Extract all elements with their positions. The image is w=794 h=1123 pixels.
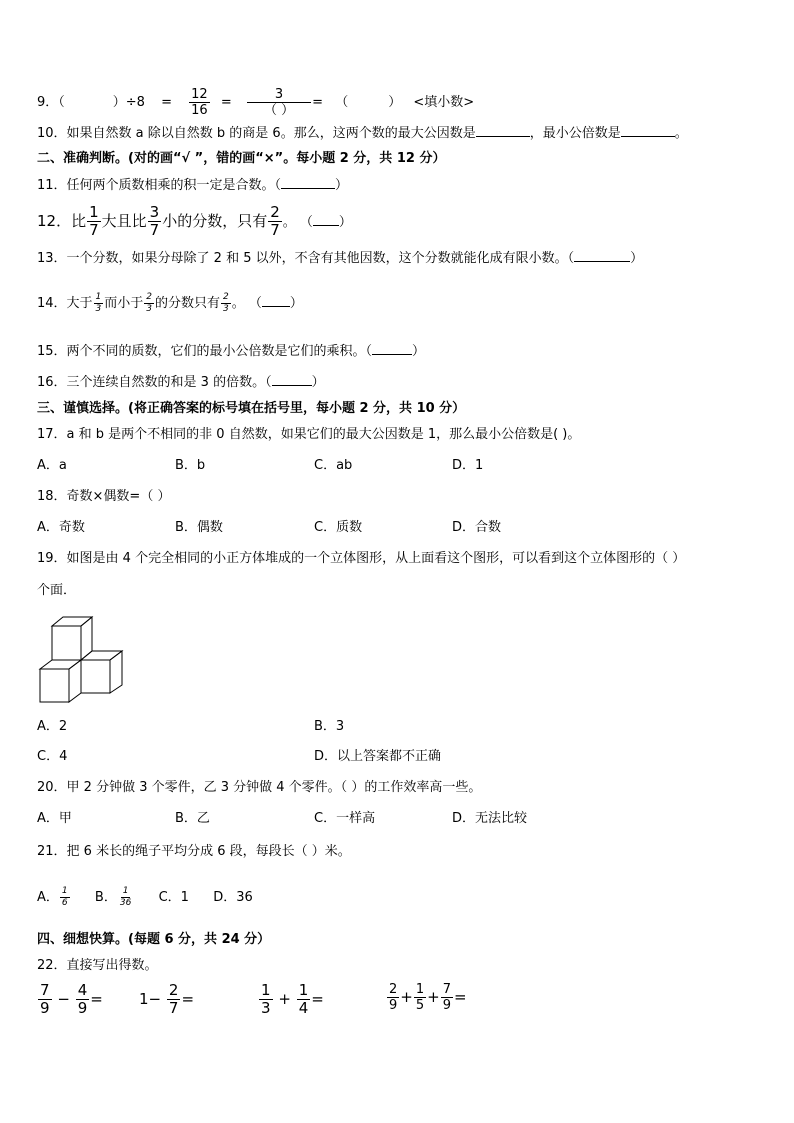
option-a[interactable]: A．奇数	[37, 520, 85, 535]
fraction-1-7: $\frac{1}{7}$	[89, 203, 99, 239]
option-b[interactable]: B．b	[175, 458, 206, 473]
option-a[interactable]: A．甲	[37, 811, 72, 826]
option-d[interactable]: D．1	[452, 458, 484, 473]
answer-blank[interactable]	[313, 225, 339, 226]
question-16: 16．三个连续自然数的和是 3 的倍数。（ ）	[37, 375, 325, 390]
question-21: 21．把 6 米长的绳子平均分成 6 段，每段长（ ）米。	[37, 844, 351, 859]
fraction-2-3: $\frac{2}{3}$	[146, 292, 153, 314]
fraction-12-16: $\frac{12}{16}$	[191, 87, 208, 118]
option-c[interactable]: C．4	[37, 749, 68, 764]
section-3-heading: 三、谨慎选择。(将正确答案的标号填在括号里，每小题 2 分，共 10 分）	[37, 401, 466, 416]
option-d[interactable]: D．无法比较	[452, 811, 528, 826]
option-b[interactable]: B．偶数	[175, 520, 223, 535]
option-d[interactable]: D．合数	[452, 520, 502, 535]
question-14: 14．大于 $\frac{1}{3}$ 而小于 $\frac{2}{3}$ 的分数只有 $\frac{2}{3}$ 。 （ ）	[37, 292, 303, 314]
option-a[interactable]: A． $\frac{1}{6}$	[37, 886, 68, 908]
answer-blank[interactable]	[281, 188, 335, 189]
option-c[interactable]: C．质数	[314, 520, 363, 535]
fraction-3-7: $\frac{3}{7}$	[149, 203, 160, 239]
expression-1: $\frac{7}{9}$ − $\frac{4}{9}$ =	[40, 981, 103, 1017]
option-c[interactable]: C．1	[158, 890, 189, 905]
question-17: 17．a 和 b 是两个不相同的非 0 自然数，如果它们的最大公因数是 1，那么最小公倍数是( )。	[37, 427, 581, 442]
option-b[interactable]: B． $\frac{1}{36}$	[94, 886, 132, 908]
option-a[interactable]: A．2	[37, 719, 68, 734]
question-22: 22．直接写出得数。	[37, 958, 158, 973]
fraction-2-7: $\frac{2}{7}$	[270, 203, 280, 239]
option-d[interactable]: D．以上答案都不正确	[314, 749, 442, 764]
question-15: 15．两个不同的质数，它们的最小公倍数是它们的乘积。（ ）	[37, 344, 426, 359]
expression-4: $\frac{2}{9}$ + $\frac{1}{5}$ + $\frac{7}{9}$ =	[389, 982, 467, 1013]
option-c[interactable]: C．ab	[314, 458, 353, 473]
option-c[interactable]: C．一样高	[314, 811, 376, 826]
question-12: 12．比 $\frac{1}{7}$ 大且比 $\frac{3}{7}$ 小的分数，只有 $\frac{2}{7}$ 。 （ ）	[37, 203, 352, 239]
cube-stack-figure	[38, 615, 138, 705]
answer-blank[interactable]	[621, 136, 675, 137]
fraction-2-3: $\frac{2}{3}$	[223, 292, 229, 314]
question-9: 9．（ ）÷8 = $\frac{12}{16}$ = $\frac{3}{( )}$ = （ ） <填小数>	[37, 87, 475, 118]
section-2-heading: 二、准确判断。(对的画“√ ”，错的画“×”。每小题 2 分，共 12 分）	[37, 151, 446, 166]
question-11: 11．任何两个质数相乘的积一定是合数。（ ）	[37, 178, 349, 193]
option-a[interactable]: A．a	[37, 458, 67, 473]
expression-3: $\frac{1}{3}$ + $\frac{1}{4}$ =	[261, 981, 324, 1017]
question-20: 20．甲 2 分钟做 3 个零件，乙 3 分钟做 4 个零件。（ ）的工作效率高一些。	[37, 780, 482, 795]
question-19-line1: 19．如图是由 4 个完全相同的小正方体堆成的一个立体图形，从上面看这个图形，可以看到这个立体图形的（ ）	[37, 551, 686, 566]
answer-blank[interactable]	[262, 306, 290, 307]
fraction-1-3: $\frac{1}{3}$	[95, 292, 102, 314]
question-10: 10．如果自然数 a 除以自然数 b 的商是 6。那么，这两个数的最大公因数是 ，最小公倍数是 。	[37, 126, 688, 141]
answer-blank[interactable]	[272, 385, 312, 386]
question-18: 18．奇数×偶数=（ ）	[37, 489, 171, 504]
option-b[interactable]: B．乙	[175, 811, 210, 826]
answer-blank[interactable]	[574, 261, 630, 262]
expression-2: 1− $\frac{2}{7}$ =	[139, 981, 195, 1017]
question-19-line2: 个面．	[37, 583, 77, 598]
answer-blank[interactable]	[372, 354, 412, 355]
q21-options	[37, 884, 253, 912]
question-13: 13．一个分数，如果分母除了 2 和 5 以外，不含有其他因数，这个分数就能化成有限小数。（ ）	[37, 251, 644, 266]
option-d[interactable]: D．36	[213, 890, 253, 905]
section-4-heading: 四、细想快算。(每题 6 分，共 24 分）	[37, 932, 271, 947]
answer-blank[interactable]	[476, 136, 530, 137]
fraction-3-blank: $\frac{3}{( )}$	[247, 88, 311, 117]
option-b[interactable]: B．3	[314, 719, 345, 734]
